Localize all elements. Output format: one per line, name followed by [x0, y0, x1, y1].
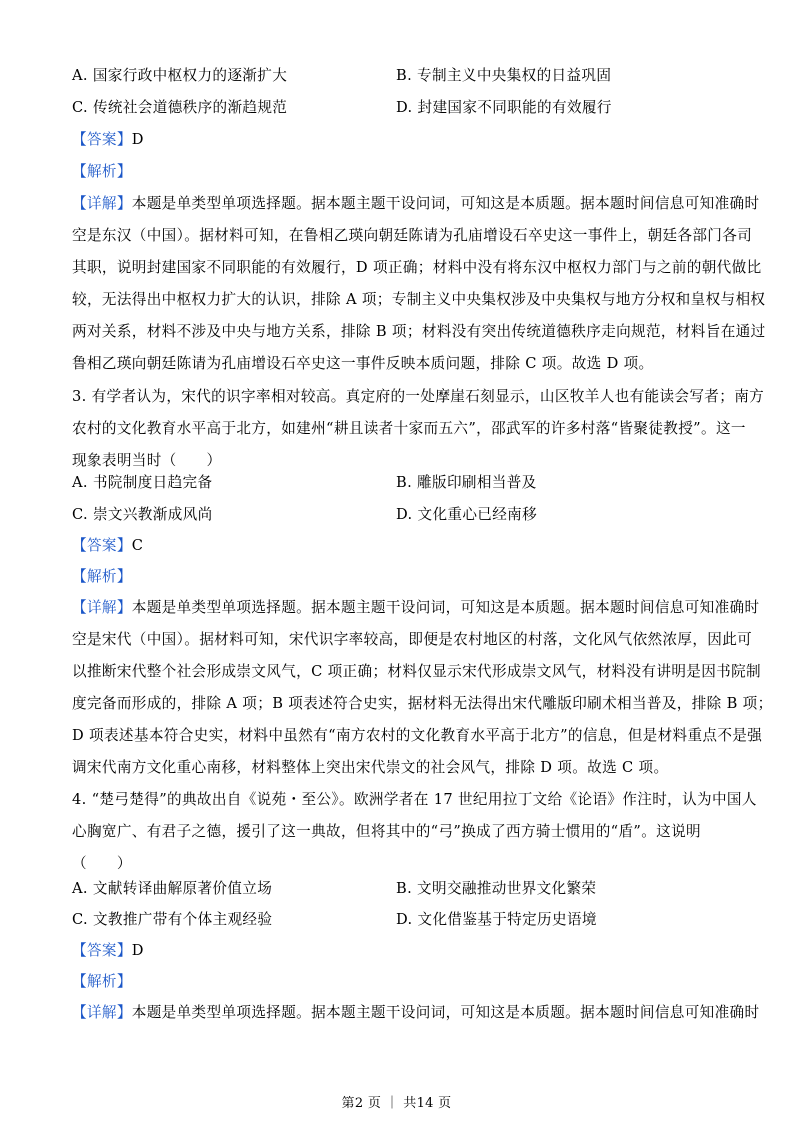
q3-option-a: A. 书院制度日趋完备: [72, 474, 213, 491]
q3-detail-line: 度完备而形成的，排除 A 项；B 项表述符合史实，据材料无法得出宋代雕版印刷术相当普及，排除 B 项；: [72, 695, 773, 712]
q2-detail-line: [72, 194, 760, 214]
analysis-tag: 【解析】: [72, 163, 132, 180]
q3-stem-line: 3. 有学者认为，宋代的识字率相对较高。真定府的一处摩崖石刻显示，山区牧羊人也有能读会写者；南方: [72, 388, 765, 405]
detail-tag: 【详解】: [72, 599, 132, 616]
answer-tag: 【答案】: [72, 131, 132, 148]
q3-detail-line: 以推断宋代整个社会形成崇文风气，C 项正确；材料仅显示宋代形成崇文风气，材料没有讲明是因书院制: [72, 663, 761, 680]
q4-option-d: D. 文化借鉴基于特定历史语境: [396, 911, 597, 928]
q3-option-b: B. 雕版印刷相当普及: [396, 474, 537, 491]
q4-option-a: A. 文献转译曲解原著价值立场: [72, 880, 273, 897]
q4-stem-line: （ ）: [72, 855, 132, 872]
q2-detail-line: 较，无法得出中枢权力扩大的认识，排除 A 项；专制主义中央集权涉及中央集权与地方分权和皇权与相权: [72, 291, 766, 308]
q3-detail-line: D 项表述基本符合史实，材料中虽然有“南方农村的文化教育水平高于北方”的信息，但是材料重点不是强: [72, 727, 763, 744]
analysis-tag: 【解析】: [72, 973, 132, 990]
q2-detail-line: 两对关系，材料不涉及中央与地方关系，排除 B 项；材料没有突出传统道德秩序走向规范，材料旨在通过: [72, 323, 766, 340]
q2-detail-line: 其职，说明封建国家不同职能的有效履行，D 项正确；材料中没有将东汉中枢权力部门与之前的朝代做比: [72, 259, 762, 276]
q2-option-c: C. 传统社会道德秩序的渐趋规范: [72, 99, 288, 116]
q3-analysis-heading: [72, 567, 722, 587]
q3-option-d: D. 文化重心已经南移: [396, 506, 538, 523]
q2-detail-line: 鲁相乙瑛向朝廷陈请为孔庙增设石卒史这一事件反映本质问题，排除 C 项。故选 D 项。: [72, 355, 654, 372]
q4-option-b: B. 文明交融推动世界文化繁荣: [396, 880, 597, 897]
page-footer: 第2 页 ｜ 共14 页: [341, 1096, 452, 1111]
detail-text: 本题是单类型单项选择题。据本题主题干设问词，可知这是本质题。据本题时间信息可知准确时: [131, 195, 760, 212]
analysis-tag: 【解析】: [72, 568, 132, 585]
q3-answer: [72, 536, 722, 556]
q2-option-d: D. 封建国家不同职能的有效履行: [396, 99, 612, 116]
q2-answer: [72, 130, 722, 150]
q3-stem-line: 现象表明当时（ ）: [72, 452, 222, 469]
detail-text: 本题是单类型单项选择题。据本题主题干设问词，可知这是本质题。据本题时间信息可知准确时: [131, 599, 760, 616]
q4-stem-line: 4. “楚弓楚得”的典故出自《说苑・至公》。欧洲学者在 17 世纪用拉丁文给《论语》作注时，认为中国人: [72, 791, 757, 808]
q3-option-c: C. 崇文兴教渐成风尚: [72, 506, 213, 523]
answer-value: C: [131, 537, 144, 554]
q4-answer: [72, 941, 722, 961]
q4-analysis-heading: [72, 972, 722, 992]
detail-tag: 【详解】: [72, 1004, 132, 1021]
answer-value: D: [131, 942, 144, 959]
q3-stem-line: 农村的文化教育水平高于北方，如建州“耕且读者十家而五六”，邵武军的许多村落“皆聚徒教授”。这一: [72, 420, 746, 437]
answer-value: D: [131, 131, 144, 148]
detail-text: 本题是单类型单项选择题。据本题主题干设问词，可知这是本质题。据本题时间信息可知准确时: [131, 1004, 760, 1021]
q4-stem-line: 心胸宽广、有君子之德，援引了这一典故，但将其中的“弓”换成了西方骑士惯用的“盾”。这说明: [72, 823, 701, 840]
q3-detail-line: 空是宋代（中国）。据材料可知，宋代识字率较高，即便是农村地区的村落，文化风气依然浓厚，因此可: [72, 631, 753, 648]
q3-detail-line: [72, 598, 760, 618]
q2-option-b: B. 专制主义中央集权的日益巩固: [396, 67, 612, 84]
q2-detail-line: 空是东汉（中国）。据材料可知，在鲁相乙瑛向朝廷陈请为孔庙增设石卒史这一事件上，朝廷各部门各司: [72, 227, 753, 244]
q4-detail-line: [72, 1003, 760, 1023]
q2-analysis-heading: [72, 162, 722, 182]
q4-option-c: C. 文教推广带有个体主观经验: [72, 911, 273, 928]
q3-detail-line: 调宋代南方文化重心南移，材料整体上突出宋代崇文的社会风气，排除 D 项。故选 C 项。: [72, 759, 669, 776]
q2-option-a: A. 国家行政中枢权力的逐渐扩大: [72, 67, 288, 84]
answer-tag: 【答案】: [72, 942, 132, 959]
detail-tag: 【详解】: [72, 195, 132, 212]
answer-tag: 【答案】: [72, 537, 132, 554]
